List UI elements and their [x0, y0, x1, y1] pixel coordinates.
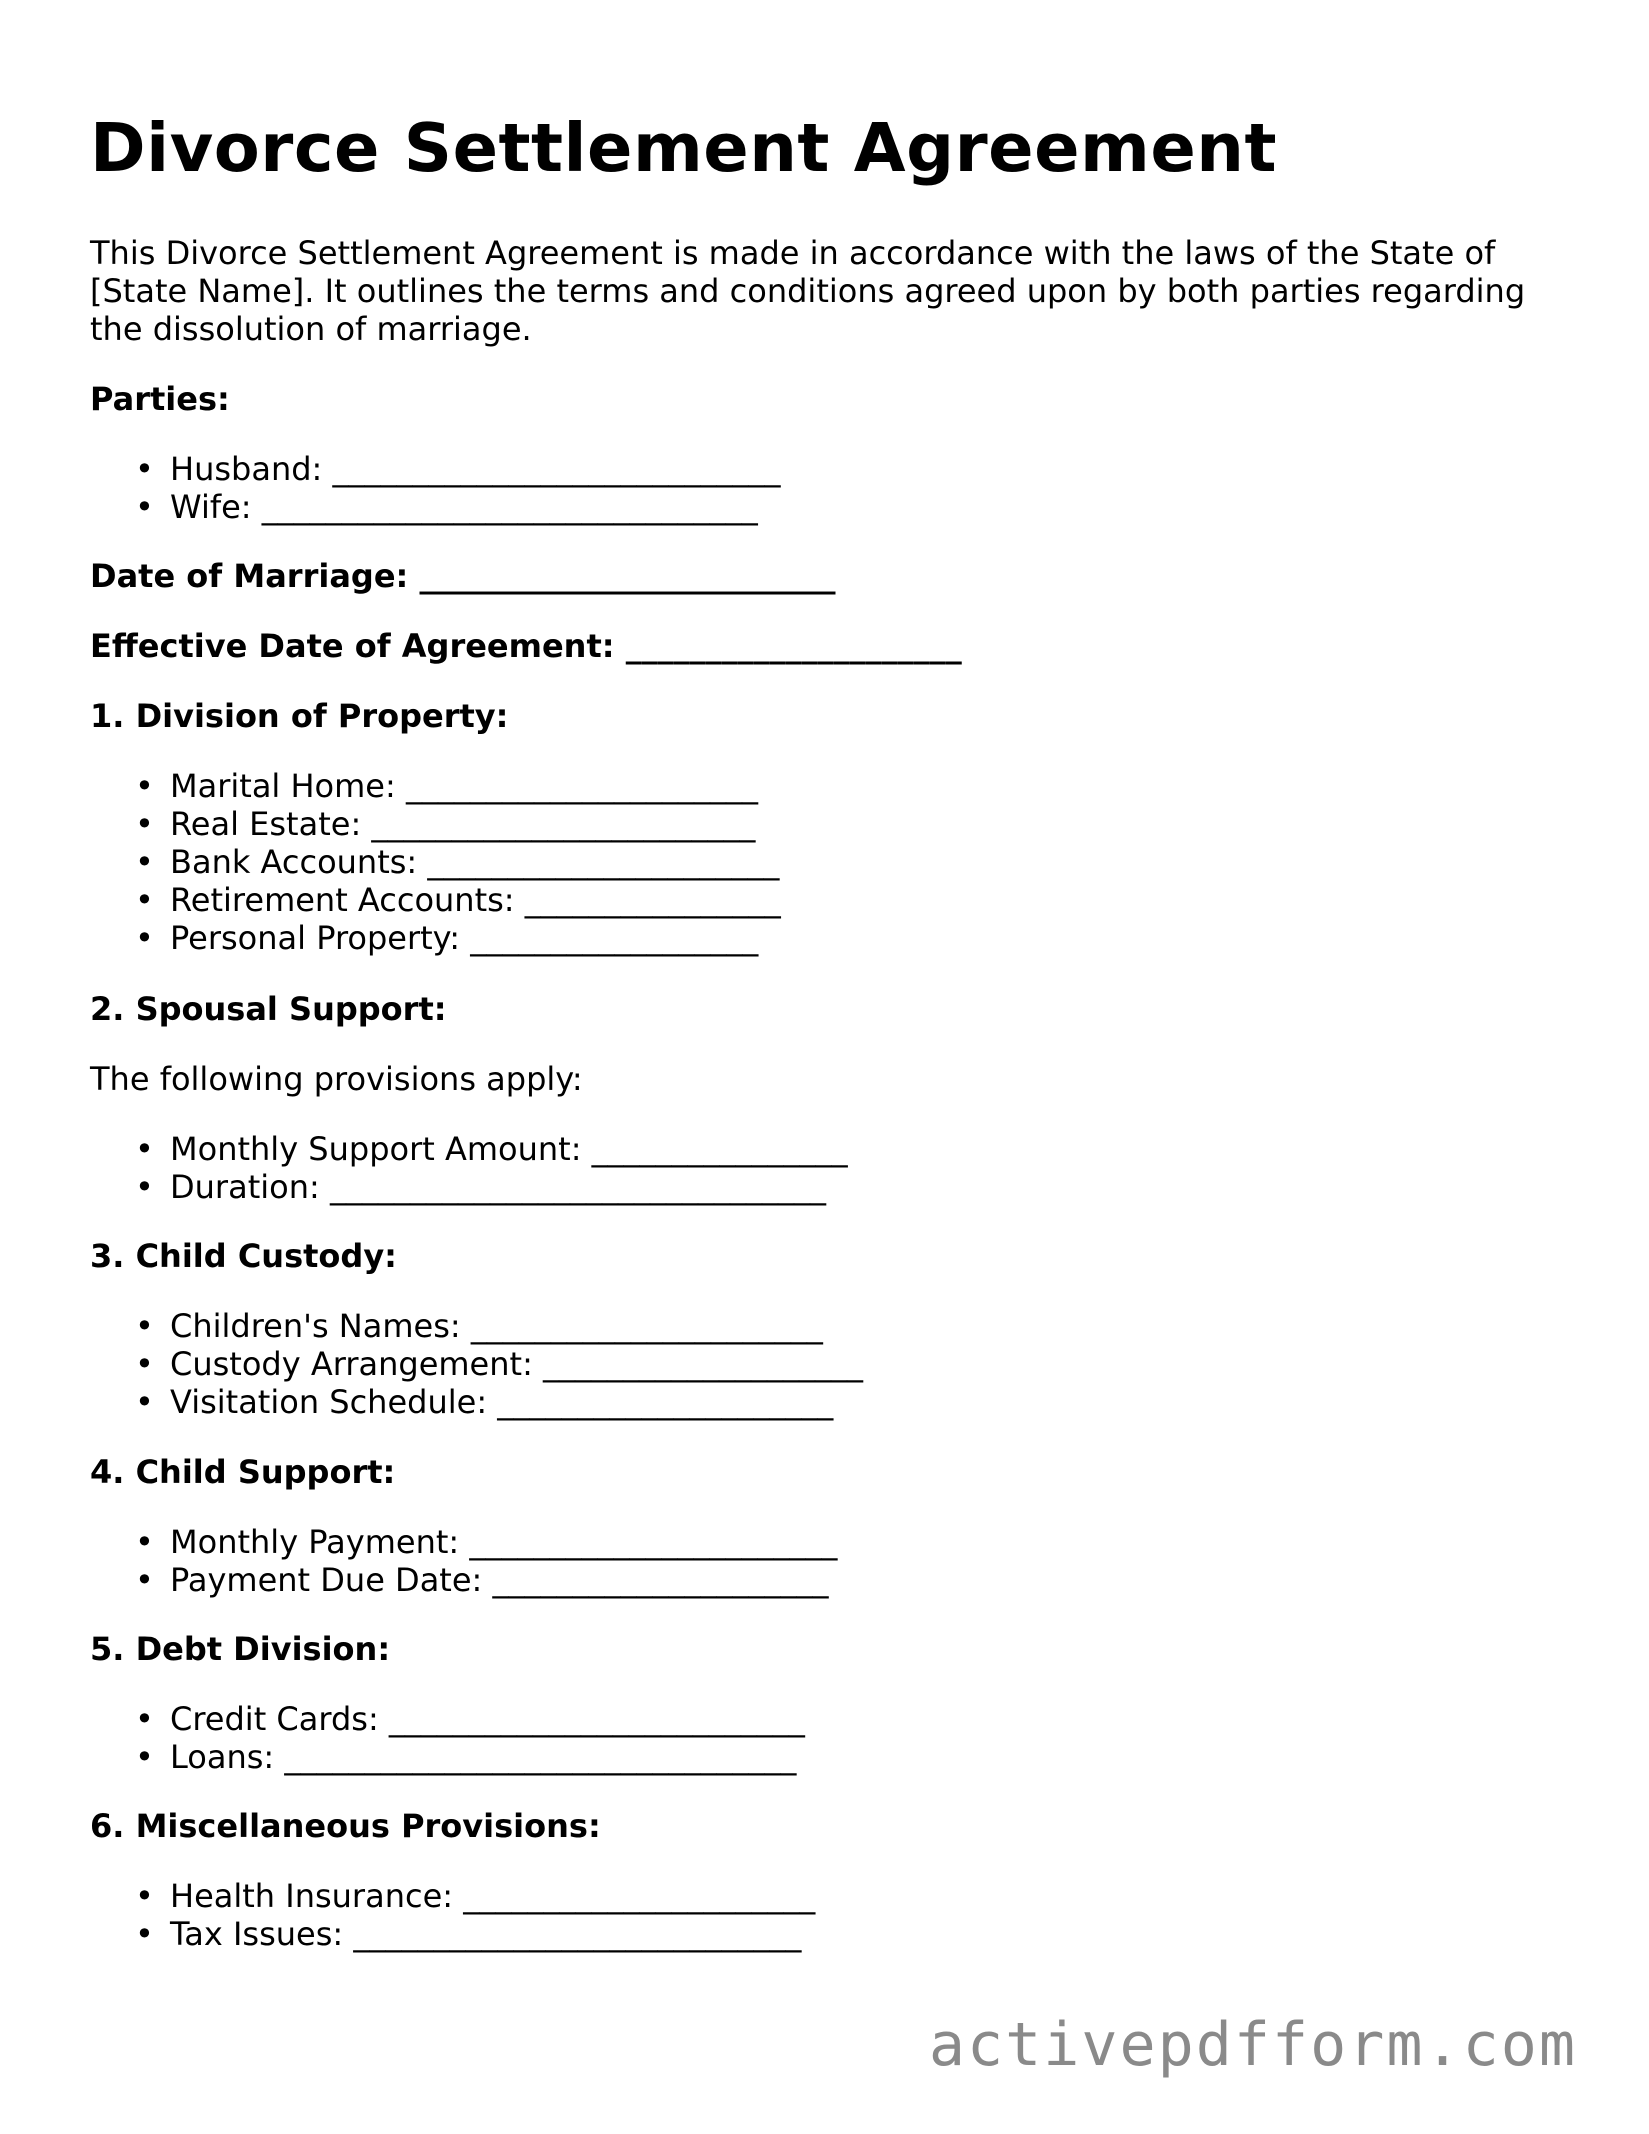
bullet-icon: • [135, 919, 154, 957]
property-list [90, 767, 781, 957]
list-item [90, 881, 781, 919]
list-item [90, 1523, 837, 1561]
section-heading-child-custody: 3. Child Custody: [90, 1237, 397, 1275]
visitation-schedule-field: Visitation Schedule: _____________________ [170, 1383, 834, 1421]
payment-due-date-field: Payment Due Date: _____________________ [170, 1561, 829, 1599]
bullet-icon: • [135, 1383, 154, 1421]
debt-division-list [90, 1700, 805, 1776]
bullet-icon: • [135, 881, 154, 919]
real-estate-field: Real Estate: ________________________ [170, 805, 756, 843]
parties-heading: Parties: [90, 380, 230, 418]
bullet-icon: • [135, 843, 154, 881]
health-insurance-field: Health Insurance: ______________________ [170, 1877, 816, 1915]
childrens-names-field: Children's Names: ______________________ [170, 1307, 823, 1345]
list-item [90, 488, 780, 526]
section-heading-child-support: 4. Child Support: [90, 1453, 396, 1491]
list-item [90, 1700, 805, 1738]
parties-list [90, 450, 780, 526]
document-title: Divorce Settlement Agreement [90, 109, 1277, 187]
bullet-icon: • [135, 1168, 154, 1206]
bullet-icon: • [135, 450, 154, 488]
section-heading-spousal-support: 2. Spousal Support: [90, 990, 447, 1028]
bullet-icon: • [135, 1130, 154, 1168]
tax-issues-field: Tax Issues: ____________________________ [170, 1915, 802, 1953]
duration-field: Duration: _______________________________ [170, 1168, 826, 1206]
custody-arrangement-field: Custody Arrangement: ____________________ [170, 1345, 864, 1383]
bank-accounts-field: Bank Accounts: ______________________ [170, 843, 780, 881]
bullet-icon: • [135, 1345, 154, 1383]
list-item [90, 1307, 863, 1345]
monthly-support-field: Monthly Support Amount: ________________ [170, 1130, 848, 1168]
bullet-icon: • [135, 1877, 154, 1915]
list-item [90, 1345, 863, 1383]
watermark: activepdfform.com [928, 2010, 1577, 2080]
personal-property-field: Personal Property: __________________ [170, 919, 759, 957]
husband-field: Husband: ____________________________ [170, 450, 781, 488]
bullet-icon: • [135, 767, 154, 805]
credit-cards-field: Credit Cards: __________________________ [170, 1700, 805, 1738]
bullet-icon: • [135, 1307, 154, 1345]
list-item [90, 919, 781, 957]
list-item [90, 843, 781, 881]
spousal-support-list [90, 1130, 848, 1206]
child-custody-list [90, 1307, 863, 1421]
effective-date: Effective Date of Agreement: _____________________ [90, 627, 962, 665]
list-item [90, 805, 781, 843]
bullet-icon: • [135, 1915, 154, 1953]
section-heading-miscellaneous: 6. Miscellaneous Provisions: [90, 1807, 601, 1845]
bullet-icon: • [135, 488, 154, 526]
list-item [90, 450, 780, 488]
bullet-icon: • [135, 805, 154, 843]
list-item [90, 1561, 837, 1599]
section-heading-property: 1. Division of Property: [90, 697, 509, 735]
list-item [90, 1130, 848, 1168]
bullet-icon: • [135, 1523, 154, 1561]
date-of-marriage: Date of Marriage: __________________________ [90, 557, 836, 595]
list-item [90, 1168, 848, 1206]
spousal-support-text: The following provisions apply: [90, 1060, 583, 1098]
child-support-list [90, 1523, 837, 1599]
marital-home-field: Marital Home: ______________________ [170, 767, 758, 805]
list-item [90, 1877, 815, 1915]
miscellaneous-list [90, 1877, 815, 1953]
bullet-icon: • [135, 1700, 154, 1738]
monthly-payment-field: Monthly Payment: _______________________ [170, 1523, 838, 1561]
list-item [90, 1915, 815, 1953]
retirement-accounts-field: Retirement Accounts: ________________ [170, 881, 781, 919]
list-item [90, 1738, 805, 1776]
bullet-icon: • [135, 1738, 154, 1776]
section-heading-debt-division: 5. Debt Division: [90, 1630, 391, 1668]
intro-paragraph: This Divorce Settlement Agreement is made in accordance with the laws of the State of [State Name]. It outlines the terms and conditions agreed upon by both parties regarding the dissolution of marriage. [90, 234, 1526, 348]
bullet-icon: • [135, 1561, 154, 1599]
loans-field: Loans: ________________________________ [170, 1738, 797, 1776]
list-item [90, 1383, 863, 1421]
list-item [90, 767, 781, 805]
wife-field: Wife: _______________________________ [170, 488, 758, 526]
